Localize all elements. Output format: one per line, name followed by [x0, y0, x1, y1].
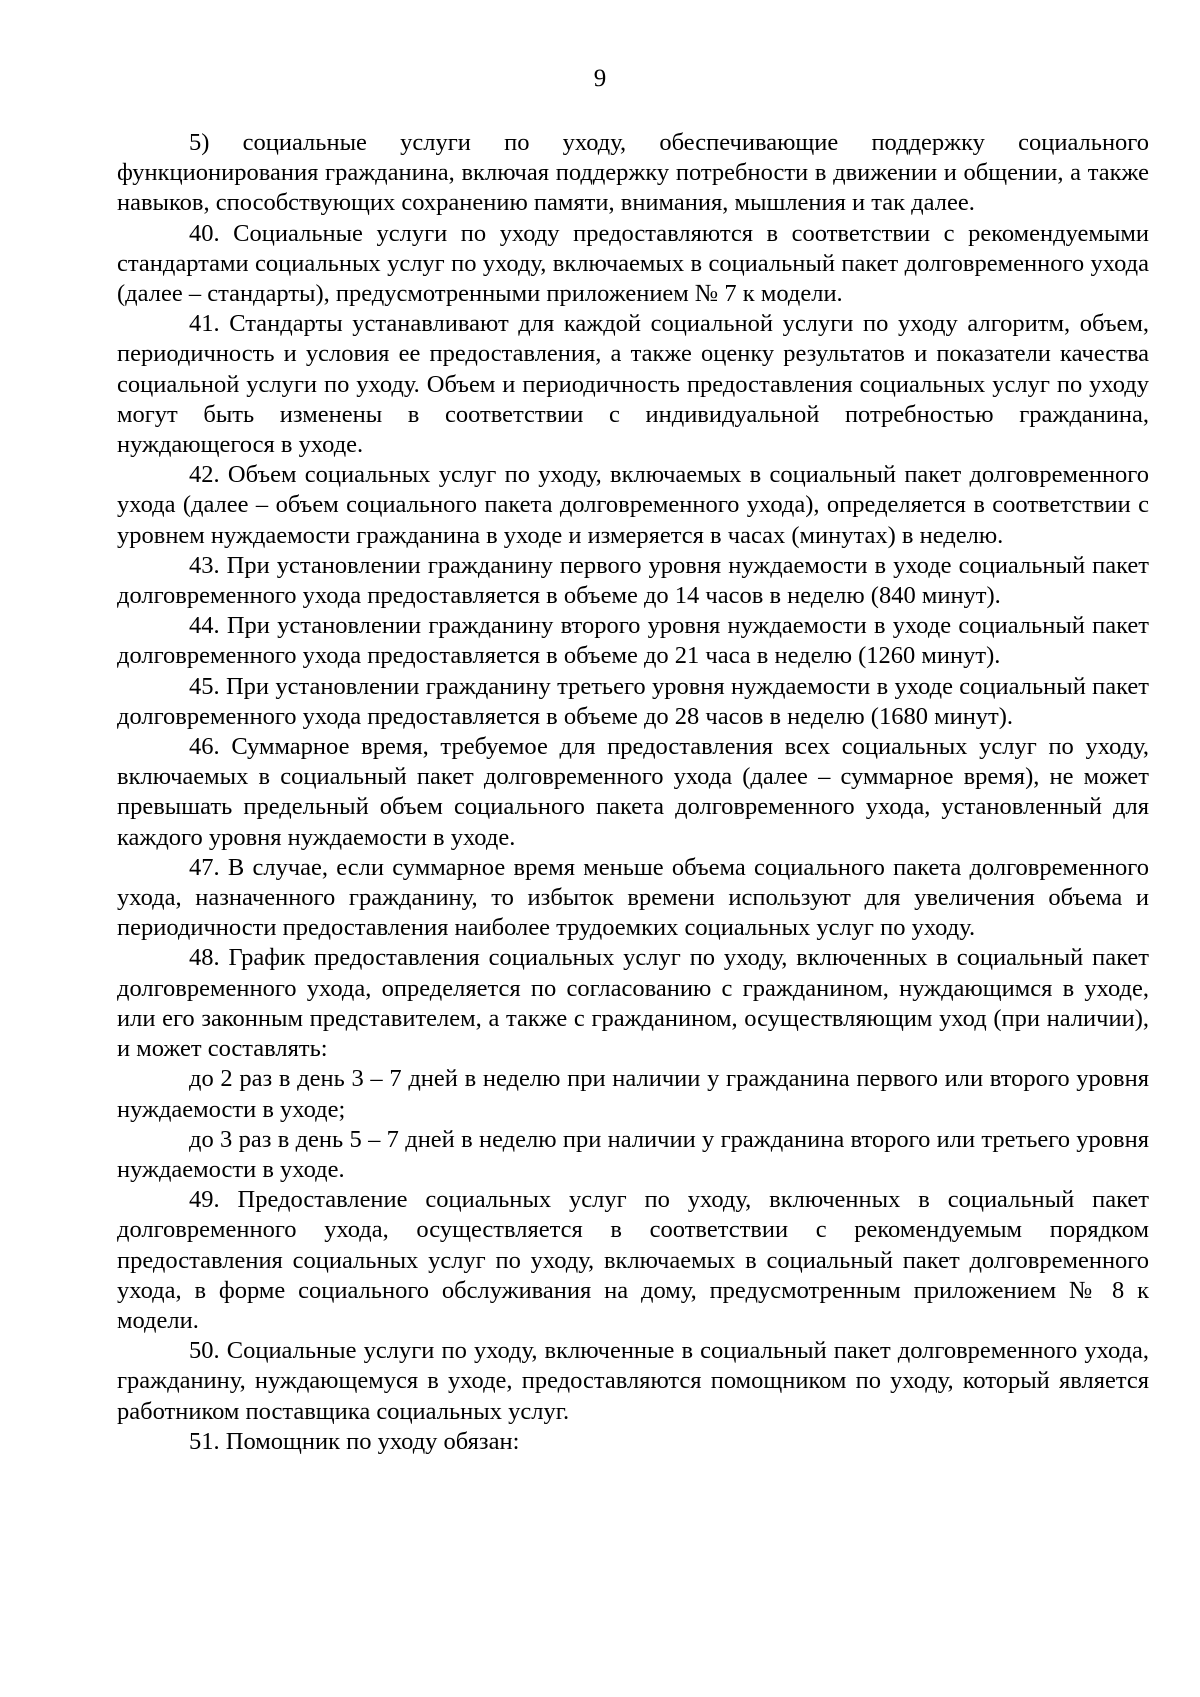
paragraph-48-option-1: до 2 раз в день 3 – 7 дней в неделю при наличии у гражданина первого или второго уровня нуждаемости в уходе;: [117, 1065, 1149, 1123]
paragraph-46: 46. Суммарное время, требуемое для предоставления всех социальных услуг по уходу, включаемых в социальный пакет долговременного ухода (далее – суммарное время), не может превышать предельный объем социального пакета долговременного ухода, установленный для каждого уровня нуждаемости в уходе.: [117, 733, 1149, 851]
paragraph-47: 47. В случае, если суммарное время меньше объема социального пакета долговременного ухода, назначенного гражданину, то избыток времени используют для увеличения объема и периодичности предоставления наиболее трудоемких социальных услуг по уходу.: [117, 853, 1149, 942]
paragraph-40: 40. Социальные услуги по уходу предоставляются в соответствии с рекомендуемыми стандартами социальных услуг по уходу, включаемых в социальный пакет долговременного ухода (далее – стандарты), предусмотренными приложением № 7 к модели.: [117, 219, 1149, 308]
paragraph-51: 51. Помощник по уходу обязан:: [189, 1427, 520, 1455]
page-number: 9: [593, 65, 607, 92]
paragraph-48: 48. График предоставления социальных услуг по уходу, включенных в социальный пакет долговременного ухода, определяется по согласованию с гражданином, нуждающимся в уходе, или его законным представителем, а также с гражданином, осуществляющим уход (при наличии), и может составлять:: [117, 944, 1149, 1063]
paragraph-41: 41. Стандарты устанавливают для каждой социальной услуги по уходу алгоритм, объем, периодичность и условия ее предоставления, а также оценку результатов и показатели качества социальной услуги по уходу. Объем и периодичность предоставления социальных услуг по уходу могут быть изменены в соответствии с индивидуальной потребностью гражданина, нуждающегося в уходе.: [117, 310, 1149, 459]
paragraph-49: 49. Предоставление социальных услуг по уходу, включенных в социальный пакет долговременного ухода, осуществляется в соответствии с рекомендуемым порядком предоставления социальных услуг по уходу, включаемых в социальный пакет долговременного ухода, в форме социального обслуживания на дому, предусмотренным приложением № 8 к модели.: [117, 1186, 1149, 1334]
paragraph-48-option-2: до 3 раз в день 5 – 7 дней в неделю при наличии у гражданина второго или третьего уровня нуждаемости в уходе.: [117, 1125, 1149, 1183]
paragraph-42: 42. Объем социальных услуг по уходу, включаемых в социальный пакет долговременного ухода (далее – объем социального пакета долговременного ухода), определяется в соответствии с уровнем нуждаемости гражданина в уходе и измеряется в часах (минутах) в неделю.: [117, 461, 1149, 549]
paragraph-45: 45. При установлении гражданину третьего уровня нуждаемости в уходе социальный пакет долговременного ухода предоставляется в объеме до 28 часов в неделю (1680 минут).: [117, 672, 1149, 730]
paragraph-43: 43. При установлении гражданину первого уровня нуждаемости в уходе социальный пакет долговременного ухода предоставляется в объеме до 14 часов в неделю (840 минут).: [117, 551, 1149, 610]
document-body: [117, 128, 1149, 1457]
paragraph-44: 44. При установлении гражданину второго уровня нуждаемости в уходе социальный пакет долговременного ухода предоставляется в объеме до 21 часа в неделю (1260 минут).: [117, 612, 1149, 670]
paragraph-50: 50. Социальные услуги по уходу, включенные в социальный пакет долговременного ухода, гражданину, нуждающемуся в уходе, предоставляются помощником по уходу, который является работником поставщика социальных услуг.: [117, 1337, 1149, 1425]
paragraph-item-5: 5) социальные услуги по уходу, обеспечивающие поддержку социального функционирования гражданина, включая поддержку потребности в движении и общении, а также навыков, способствующих сохранению памяти, внимания, мышления и так далее.: [117, 129, 1149, 217]
